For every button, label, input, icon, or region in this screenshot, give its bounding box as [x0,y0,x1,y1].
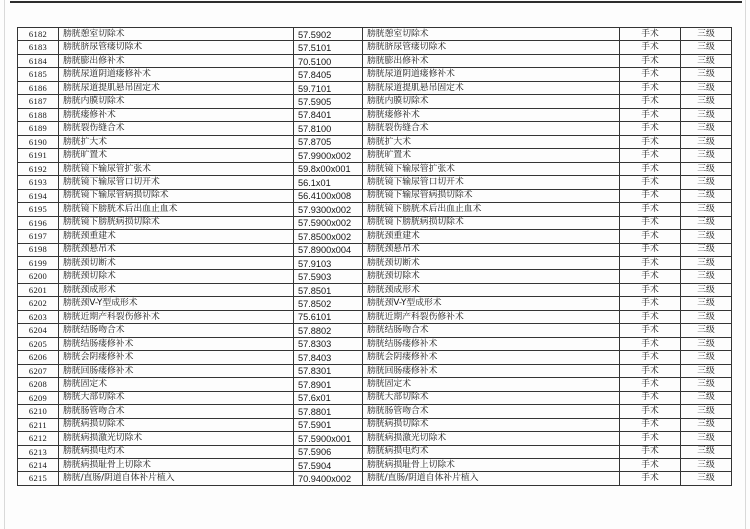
level-cell: 三级 [681,54,732,67]
category-cell: 手术 [620,230,681,243]
row-number-cell: 6183 [18,41,59,54]
category-cell: 手术 [620,405,681,418]
procedure-code-cell: 57.8500x002 [294,230,363,243]
procedure-code-cell: 56.4100x008 [294,189,363,202]
row-number-cell: 6184 [18,54,59,67]
level-cell: 三级 [681,149,732,162]
row-number-cell: 6195 [18,203,59,216]
procedure-code-cell: 70.9400x002 [294,472,363,485]
table-row [18,41,732,54]
procedure-name-repeat-cell: 膀胱病损电灼术 [363,445,620,458]
category-cell: 手术 [620,162,681,175]
table-row [18,472,732,485]
procedure-code-cell: 59.7101 [294,81,363,94]
procedure-code-cell: 57.8403 [294,351,363,364]
procedure-name-repeat-cell: 膀胱病损耻骨上切除术 [363,459,620,472]
level-cell: 三级 [681,270,732,283]
procedure-code-cell: 59.8x00x001 [294,162,363,175]
category-cell: 手术 [620,135,681,148]
row-number-cell: 6204 [18,324,59,337]
level-cell: 三级 [681,243,732,256]
table-row [18,203,732,216]
table-row [18,81,732,94]
level-cell: 三级 [681,472,732,485]
category-cell: 手术 [620,391,681,404]
category-cell: 手术 [620,418,681,431]
procedure-name-repeat-cell: 膀胱镜下输尿管病损切除术 [363,189,620,202]
row-number-cell: 6210 [18,405,59,418]
category-cell: 手术 [620,95,681,108]
table-row [18,432,732,445]
table-row [18,28,732,41]
row-number-cell: 6187 [18,95,59,108]
table-row [18,230,732,243]
category-cell: 手术 [620,41,681,54]
procedure-name-cell: 膀胱镜下输尿管口切开术 [59,176,294,189]
procedure-name-repeat-cell: 膀胱尿道提肌悬吊固定术 [363,81,620,94]
procedure-code-cell: 57.5900x001 [294,432,363,445]
category-cell: 手术 [620,324,681,337]
procedure-code-cell: 70.5100 [294,54,363,67]
procedure-name-repeat-cell: 膀胱肠管吻合术 [363,405,620,418]
category-cell: 手术 [620,297,681,310]
procedure-name-cell: 膀胱膨出修补术 [59,54,294,67]
procedure-code-cell: 57.5900x002 [294,216,363,229]
table-row [18,135,732,148]
table-row [18,297,732,310]
page-edge-right [745,0,746,529]
category-cell: 手术 [620,378,681,391]
level-cell: 三级 [681,337,732,350]
procedure-name-cell: 膀胱尿道阴道瘘修补术 [59,68,294,81]
table-row [18,243,732,256]
procedure-code-cell: 57.8705 [294,135,363,148]
procedure-name-cell: 膀胱颈重建术 [59,230,294,243]
procedure-name-repeat-cell: 膀胱病损切除术 [363,418,620,431]
table-row [18,68,732,81]
procedure-name-repeat-cell: 膀胱尿道阴道瘘修补术 [363,68,620,81]
procedure-name-cell: 膀胱颈切断术 [59,256,294,269]
table-row [18,216,732,229]
category-cell: 手术 [620,28,681,41]
level-cell: 三级 [681,95,732,108]
row-number-cell: 6205 [18,337,59,350]
procedure-code-cell: 57.8301 [294,364,363,377]
table-row [18,270,732,283]
table-row [18,162,732,175]
level-cell: 三级 [681,351,732,364]
category-cell: 手术 [620,122,681,135]
procedure-name-cell: 膀胱镜下输尿管病损切除术 [59,189,294,202]
procedure-name-cell: 膀胱扩大术 [59,135,294,148]
row-number-cell: 6182 [18,28,59,41]
procedure-code-cell: 57.8802 [294,324,363,337]
level-cell: 三级 [681,364,732,377]
procedure-code-cell: 57.5905 [294,95,363,108]
procedure-name-repeat-cell: 膀胱颈V-Y型成形术 [363,297,620,310]
procedure-code-cell: 57.8303 [294,337,363,350]
category-cell: 手术 [620,364,681,377]
level-cell: 三级 [681,324,732,337]
procedure-name-repeat-cell: 膀胱/直肠/阴道自体补片植入 [363,472,620,485]
procedure-name-repeat-cell: 膀胱病损激光切除术 [363,432,620,445]
procedure-code-cell: 57.5904 [294,459,363,472]
procedure-name-repeat-cell: 膀胱镜下输尿管扩张术 [363,162,620,175]
row-number-cell: 6203 [18,310,59,323]
level-cell: 三级 [681,445,732,458]
table-row [18,445,732,458]
procedure-name-repeat-cell: 膀胱裂伤缝合术 [363,122,620,135]
procedure-name-cell: 膀胱镜下输尿管扩张术 [59,162,294,175]
procedure-code-cell: 57.5901 [294,418,363,431]
procedure-name-cell: 膀胱旷置术 [59,149,294,162]
row-number-cell: 6198 [18,243,59,256]
table-row [18,418,732,431]
procedure-name-repeat-cell: 膀胱颈切除术 [363,270,620,283]
row-number-cell: 6200 [18,270,59,283]
row-number-cell: 6185 [18,68,59,81]
procedure-code-cell: 57.9300x002 [294,203,363,216]
procedure-name-cell: 膀胱镜下膀胱术后出血止血术 [59,203,294,216]
procedure-name-cell: 膀胱尿道提肌悬吊固定术 [59,81,294,94]
procedure-name-cell: 膀胱/直肠/阴道自体补片植入 [59,472,294,485]
procedure-name-cell: 膀胱大部切除术 [59,391,294,404]
category-cell: 手术 [620,81,681,94]
level-cell: 三级 [681,391,732,404]
procedure-name-repeat-cell: 膀胱颈悬吊术 [363,243,620,256]
row-number-cell: 6201 [18,283,59,296]
row-number-cell: 6214 [18,459,59,472]
category-cell: 手术 [620,472,681,485]
table-row [18,283,732,296]
procedure-name-repeat-cell: 膀胱结肠吻合术 [363,324,620,337]
category-cell: 手术 [620,68,681,81]
category-cell: 手术 [620,256,681,269]
table-row [18,364,732,377]
row-number-cell: 6186 [18,81,59,94]
level-cell: 三级 [681,216,732,229]
category-cell: 手术 [620,216,681,229]
procedure-code-cell: 75.6101 [294,310,363,323]
category-cell: 手术 [620,337,681,350]
row-number-cell: 6215 [18,472,59,485]
row-number-cell: 6206 [18,351,59,364]
procedure-name-cell: 膀胱病损耻骨上切除术 [59,459,294,472]
procedure-name-repeat-cell: 膀胱颈成形术 [363,283,620,296]
procedure-name-cell: 膀胱裂伤缝合术 [59,122,294,135]
level-cell: 三级 [681,230,732,243]
page-edge-left [4,0,5,529]
procedure-table-body [18,28,732,486]
level-cell: 三级 [681,297,732,310]
procedure-name-repeat-cell: 膀胱颈重建术 [363,230,620,243]
procedure-name-repeat-cell: 膀胱镜下膀胱病损切除术 [363,216,620,229]
category-cell: 手术 [620,270,681,283]
procedure-name-cell: 膀胱镜下膀胱病损切除术 [59,216,294,229]
procedure-code-cell: 57.8401 [294,108,363,121]
procedure-code-cell: 57.5906 [294,445,363,458]
procedure-code-cell: 56.1x01 [294,176,363,189]
table-row [18,54,732,67]
level-cell: 三级 [681,459,732,472]
level-cell: 三级 [681,135,732,148]
row-number-cell: 6207 [18,364,59,377]
procedure-name-cell: 膀胱会阴瘘修补术 [59,351,294,364]
category-cell: 手术 [620,283,681,296]
category-cell: 手术 [620,203,681,216]
category-cell: 手术 [620,351,681,364]
procedure-name-repeat-cell: 膀胱镜下输尿管口切开术 [363,176,620,189]
table-row [18,324,732,337]
procedure-name-cell: 膀胱近期产科裂伤修补术 [59,310,294,323]
procedure-code-cell: 57.8901 [294,378,363,391]
category-cell: 手术 [620,176,681,189]
procedure-name-cell: 膀胱颈切除术 [59,270,294,283]
procedure-code-cell: 57.6x01 [294,391,363,404]
procedure-code-cell: 57.5903 [294,270,363,283]
level-cell: 三级 [681,41,732,54]
procedure-name-cell: 膀胱颈V-Y型成形术 [59,297,294,310]
level-cell: 三级 [681,203,732,216]
level-cell: 三级 [681,418,732,431]
procedure-code-cell: 57.9900x002 [294,149,363,162]
row-number-cell: 6193 [18,176,59,189]
row-number-cell: 6212 [18,432,59,445]
table-row [18,149,732,162]
table-row [18,256,732,269]
procedure-name-repeat-cell: 膀胱近期产科裂伤修补术 [363,310,620,323]
level-cell: 三级 [681,28,732,41]
row-number-cell: 6192 [18,162,59,175]
category-cell: 手术 [620,149,681,162]
level-cell: 三级 [681,162,732,175]
procedure-name-cell: 膀胱病损切除术 [59,418,294,431]
procedure-name-repeat-cell: 膀胱会阴瘘修补术 [363,351,620,364]
row-number-cell: 6191 [18,149,59,162]
procedure-name-repeat-cell: 膀胱大部切除术 [363,391,620,404]
procedure-name-repeat-cell: 膀胱瘘修补术 [363,108,620,121]
previous-page-table-bottom-border [10,1,742,3]
procedure-code-cell: 57.8405 [294,68,363,81]
level-cell: 三级 [681,122,732,135]
procedure-code-cell: 57.5902 [294,28,363,41]
category-cell: 手术 [620,108,681,121]
table-row [18,378,732,391]
row-number-cell: 6208 [18,378,59,391]
level-cell: 三级 [681,283,732,296]
procedure-name-cell: 膀胱回肠瘘修补术 [59,364,294,377]
level-cell: 三级 [681,81,732,94]
procedure-name-repeat-cell: 膀胱颈切断术 [363,256,620,269]
row-number-cell: 6199 [18,256,59,269]
procedure-name-repeat-cell: 膀胱扩大术 [363,135,620,148]
procedure-name-repeat-cell: 膀胱回肠瘘修补术 [363,364,620,377]
level-cell: 三级 [681,256,732,269]
table-row [18,176,732,189]
category-cell: 手术 [620,189,681,202]
procedure-name-cell: 膀胱脐尿管瘘切除术 [59,41,294,54]
table-row [18,405,732,418]
level-cell: 三级 [681,68,732,81]
row-number-cell: 6197 [18,230,59,243]
table-row [18,122,732,135]
row-number-cell: 6209 [18,391,59,404]
category-cell: 手术 [620,243,681,256]
procedure-code-cell: 57.9103 [294,256,363,269]
procedure-code-cell: 57.8801 [294,405,363,418]
procedure-code-cell: 57.8501 [294,283,363,296]
row-number-cell: 6196 [18,216,59,229]
procedure-name-repeat-cell: 膀胱结肠瘘修补术 [363,337,620,350]
procedure-name-cell: 膀胱固定术 [59,378,294,391]
level-cell: 三级 [681,176,732,189]
procedure-code-cell: 57.8502 [294,297,363,310]
table-row [18,95,732,108]
table-row [18,391,732,404]
level-cell: 三级 [681,108,732,121]
procedure-name-repeat-cell: 膀胱内膜切除术 [363,95,620,108]
procedure-name-repeat-cell: 膀胱旷置术 [363,149,620,162]
row-number-cell: 6213 [18,445,59,458]
procedure-name-cell: 膀胱肠管吻合术 [59,405,294,418]
table-row [18,459,732,472]
level-cell: 三级 [681,432,732,445]
row-number-cell: 6211 [18,418,59,431]
category-cell: 手术 [620,310,681,323]
procedure-name-cell: 膀胱结肠瘘修补术 [59,337,294,350]
row-number-cell: 6194 [18,189,59,202]
procedure-table [17,27,732,486]
category-cell: 手术 [620,445,681,458]
procedure-name-cell: 膀胱颈悬吊术 [59,243,294,256]
procedure-code-cell: 57.5101 [294,41,363,54]
level-cell: 三级 [681,378,732,391]
procedure-name-cell: 膀胱内膜切除术 [59,95,294,108]
category-cell: 手术 [620,432,681,445]
procedure-name-cell: 膀胱颈成形术 [59,283,294,296]
procedure-name-repeat-cell: 膀胱固定术 [363,378,620,391]
procedure-name-repeat-cell: 膀胱脐尿管瘘切除术 [363,41,620,54]
procedure-name-cell: 膀胱结肠吻合术 [59,324,294,337]
category-cell: 手术 [620,459,681,472]
row-number-cell: 6188 [18,108,59,121]
level-cell: 三级 [681,189,732,202]
procedure-name-cell: 膀胱病损电灼术 [59,445,294,458]
procedure-name-repeat-cell: 膀胱镜下膀胱术后出血止血术 [363,203,620,216]
procedure-code-cell: 57.8900x004 [294,243,363,256]
procedure-name-repeat-cell: 膀胱憩室切除术 [363,28,620,41]
procedure-code-cell: 57.8100 [294,122,363,135]
level-cell: 三级 [681,405,732,418]
procedure-name-cell: 膀胱病损激光切除术 [59,432,294,445]
table-row [18,108,732,121]
procedure-name-cell: 膀胱憩室切除术 [59,28,294,41]
category-cell: 手术 [620,54,681,67]
table-row [18,337,732,350]
row-number-cell: 6202 [18,297,59,310]
table-row [18,351,732,364]
table-row [18,310,732,323]
table-row [18,189,732,202]
procedure-name-cell: 膀胱瘘修补术 [59,108,294,121]
row-number-cell: 6189 [18,122,59,135]
level-cell: 三级 [681,310,732,323]
row-number-cell: 6190 [18,135,59,148]
procedure-name-repeat-cell: 膀胱膨出修补术 [363,54,620,67]
